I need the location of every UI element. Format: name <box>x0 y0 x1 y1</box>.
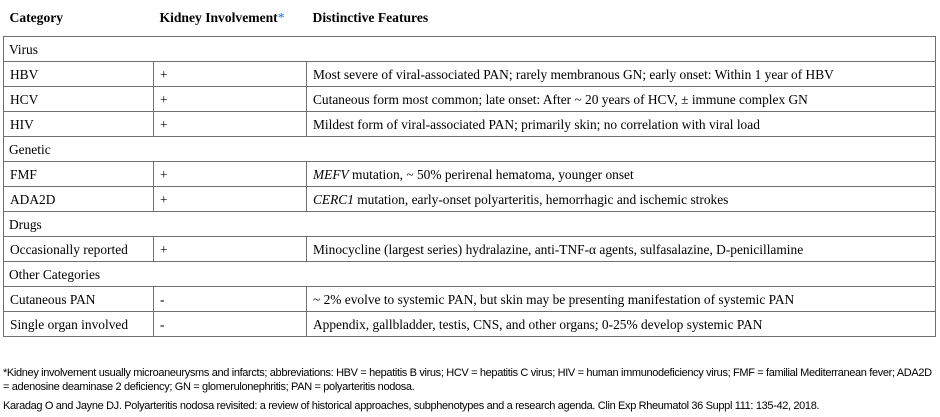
features-text: mutation, early-onset polyarteritis, hemorrhagic and ischemic strokes <box>353 191 729 207</box>
row-features: Appendix, gallbladder, testis, CNS, and other organs; 0-25% develop systemic PAN <box>307 312 936 337</box>
row-kidney: + <box>154 162 307 187</box>
row-kidney: - <box>154 312 307 337</box>
table-row-cutaneous-pan <box>4 287 936 312</box>
pan-categories-table <box>3 3 936 337</box>
section-row-drugs <box>4 212 936 237</box>
header-kidney-involvement <box>154 3 307 37</box>
table-row-ada2d <box>4 187 936 212</box>
table-row-occasionally-reported <box>4 237 936 262</box>
section-label: Virus <box>4 37 936 62</box>
section-row-genetic <box>4 137 936 162</box>
row-features: Cutaneous form most common; late onset: After ~ 20 years of HCV, ± immune complex GN <box>307 87 936 112</box>
row-category: HBV <box>4 62 154 87</box>
row-kidney: - <box>154 287 307 312</box>
row-kidney: + <box>154 187 307 212</box>
row-features: Mildest form of viral-associated PAN; primarily skin; no correlation with viral load <box>307 112 936 137</box>
row-features: ~ 2% evolve to systemic PAN, but skin may be presenting manifestation of systemic PAN <box>307 287 936 312</box>
section-row-virus <box>4 37 936 62</box>
section-row-other-categories <box>4 262 936 287</box>
table-row-hiv <box>4 112 936 137</box>
row-kidney: + <box>154 87 307 112</box>
row-category: FMF <box>4 162 154 187</box>
header-kidney-asterisk: * <box>277 10 285 25</box>
row-features: Minocycline (largest series) hydralazine, anti-TNF-α agents, sulfasalazine, D-penicillamine <box>307 237 936 262</box>
table-footnote: *Kidney involvement usually microaneurysms and infarcts; abbreviations: HBV = hepatitis B virus; HCV = hepatitis C virus; HIV = human immunodeficiency virus; FMF = familial Mediterranean fever; ADA2D = adenosine deaminase 2 deficiency; GN = glomerulonephritis; PAN = polyarteritis nodosa. <box>3 367 932 393</box>
row-features: Most severe of viral-associated PAN; rarely membranous GN; early onset: Within 1 year of HBV <box>307 62 936 87</box>
row-category: Single organ involved <box>4 312 154 337</box>
row-category: Cutaneous PAN <box>4 287 154 312</box>
source-citation: Karadag O and Jayne DJ. Polyarteritis nodosa revisited: a review of historical approaches, subphenotypes and a research agenda. Clin Exp Rheumatol 36 Suppl 111: 135-42, 2018. <box>3 400 820 412</box>
table-row-fmf <box>4 162 936 187</box>
table-row-single-organ <box>4 312 936 337</box>
table-row-hbv <box>4 62 936 87</box>
row-category: ADA2D <box>4 187 154 212</box>
row-features <box>307 162 936 187</box>
row-kidney: + <box>154 62 307 87</box>
row-kidney: + <box>154 237 307 262</box>
gene-name: CERC1 <box>313 191 354 207</box>
row-features <box>307 187 936 212</box>
features-text: mutation, ~ 50% perirenal hematoma, younger onset <box>348 166 634 182</box>
header-distinctive-features: Distinctive Features <box>307 3 936 37</box>
row-category: HCV <box>4 87 154 112</box>
header-category: Category <box>4 3 154 37</box>
section-label: Genetic <box>4 137 936 162</box>
header-kidney-label: Kidney Involvement <box>159 10 278 25</box>
table-row-hcv <box>4 87 936 112</box>
row-category: Occasionally reported <box>4 237 154 262</box>
section-label: Drugs <box>4 212 936 237</box>
header-row <box>4 3 936 37</box>
row-category: HIV <box>4 112 154 137</box>
section-label: Other Categories <box>4 262 936 287</box>
gene-name: MEFV <box>313 166 349 182</box>
row-kidney: + <box>154 112 307 137</box>
